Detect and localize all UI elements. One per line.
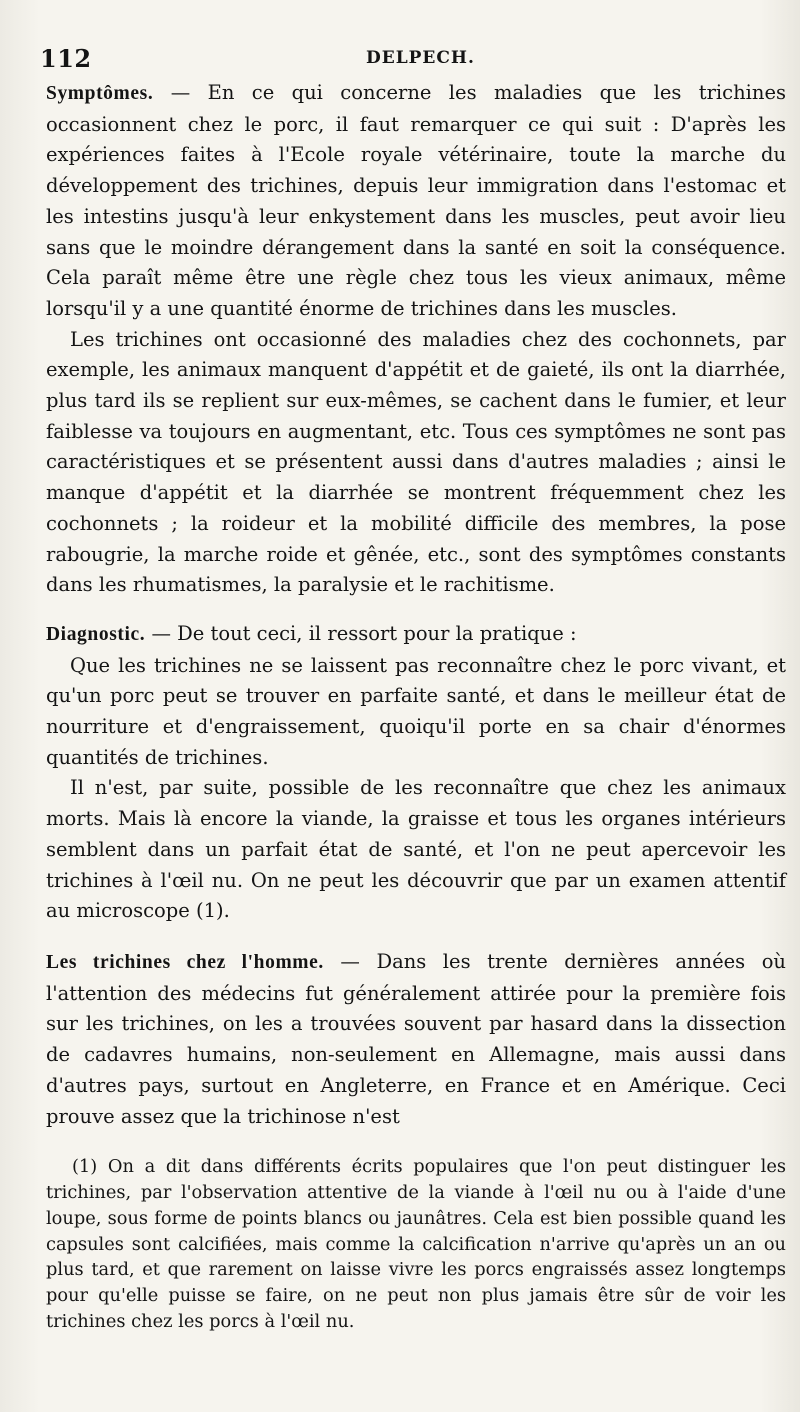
paragraph-text: — En ce qui concerne les maladies que les trichines occasionnent chez le porc, il faut remarquer ce qui suit : D'après les expériences faites à l'Ecole royale vétérinaire, toute la marche du développement des trichines, depuis leur immigration dans l'estomac et les intestins jusqu'à leur enkystement dans les muscles, peut avoir lieu sans que le moindre dérangement dans la santé en soit la conséquence. Cela paraît même être une règle chez tous les vieux animaux, même lorsqu'il y a une quantité énorme de trichines dans les muscles. xyxy=(46,81,786,320)
section-gap xyxy=(46,601,786,619)
paragraph xyxy=(46,947,786,1132)
paragraph-text: — Dans les trente dernières années où l'attention des médecins fut généralement attirée pour la première fois sur les trichines, on les a trouvées souvent par hasard dans la dissection de cadavres humains, non-seulement en Allemagne, mais aussi dans d'autres pays, surtout en Angleterre, en France et en Amérique. Ceci prouve assez que la trichinose n'est xyxy=(46,949,786,1128)
section-gap xyxy=(46,927,786,947)
paragraph: Que les trichines ne se laissent pas reconnaître chez le porc vivant, et qu'un porc peut se trouver en parfaite santé, et dans le meilleur état de nourriture et d'engraissement, quoiqu'il porte en sa chair d'énormes quantités de trichines. xyxy=(46,653,786,769)
section-diagnostic xyxy=(46,619,786,927)
section-heading-homme: Les trichines chez l'homme. xyxy=(46,951,324,973)
paragraph xyxy=(46,619,786,651)
section-symptomes xyxy=(46,78,786,601)
footnote-area xyxy=(46,1154,786,1335)
paragraph: Il n'est, par suite, possible de les reconnaître que chez les animaux morts. Mais là encore la viande, la graisse et tous les organes intérieurs semblent dans un parfait état de santé, et l'on ne peut apercevoir les trichines à l'œil nu. On ne peut les découvrir que par un examen attentif au microscope (1). xyxy=(46,776,786,923)
paragraph-text: — De tout ceci, il ressort pour la pratique : xyxy=(151,621,577,645)
section-heading-symptomes: Symptômes. xyxy=(46,83,154,104)
paragraph: Les trichines ont occasionné des maladies chez des cochonnets, par exemple, les animaux manquent d'appétit et de gaieté, ils ont la diarrhée, plus tard ils se replient sur eux-mêmes, se cachent dans le fumier, et leur faiblesse va toujours en augmentant, etc. Tous ces symptômes ne sont pas caractéristiques et se présentent aussi dans d'autres maladies ; ainsi le manque d'appétit et la diarrhée se montrent fréquemment chez les cochonnets ; la roideur et la mobilité difficile des membres, la pose rabougrie, la marche roide et gênée, etc., sont des symptômes constants dans les rhumatismes, la paralysie et le rachitisme. xyxy=(46,327,786,597)
section-heading-diagnostic: Diagnostic. xyxy=(46,623,146,645)
paragraph xyxy=(46,78,786,325)
footnote xyxy=(46,1154,786,1335)
running-head xyxy=(40,38,786,78)
section-homme xyxy=(46,947,786,1132)
footnote-text: (1) On a dit dans différents écrits populaires que l'on peut distinguer les trichines, par l'observation attentive de la viande à l'œil nu ou à l'aide d'une loupe, sous forme de points blancs ou jaunâtres. Cela est bien possible quand les capsules sont calcifiées, mais comme la calcification n'arrive qu'après un an ou plus tard, et que rarement on laisse vivre les porcs engraissés assez longtemps pour qu'elle puisse se faire, on ne peut non plus jamais être sûr de voir les trichines chez les porcs à l'œil nu. xyxy=(46,1156,786,1332)
running-title: DELPECH. xyxy=(366,48,475,68)
page-number: 112 xyxy=(40,44,92,73)
